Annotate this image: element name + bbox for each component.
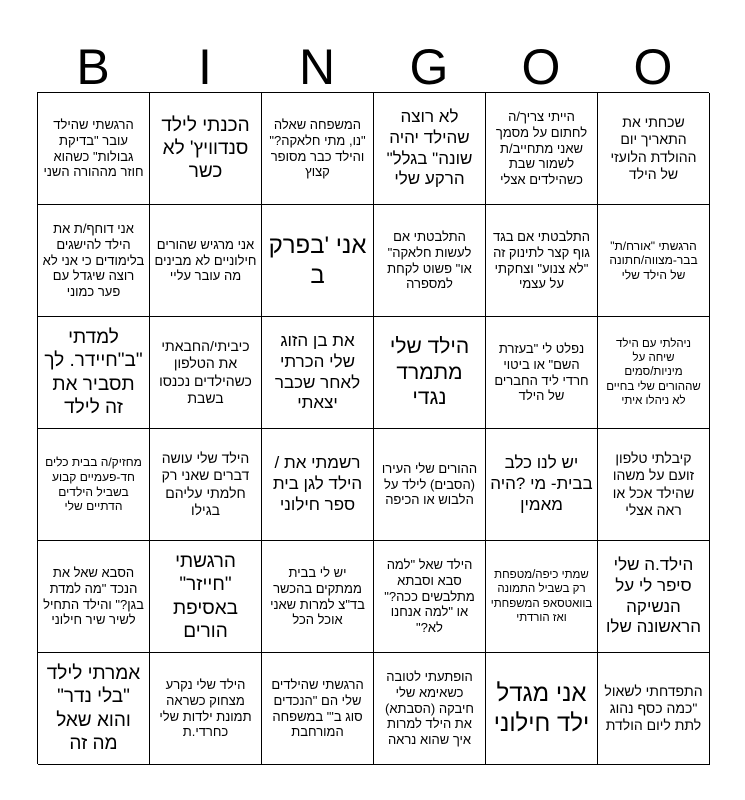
bingo-cell[interactable] — [150, 317, 262, 429]
bingo-cell[interactable] — [38, 653, 150, 765]
cell-text: הילד.ה שלי סיפר לי על הנשיקה הראשונה שלו — [606, 555, 701, 637]
bingo-grid — [37, 92, 709, 764]
bingo-cell[interactable] — [262, 205, 374, 317]
bingo-cell[interactable] — [150, 429, 262, 541]
cell-text: אני מרגיש שהורים חילוניים לא מבינים מה עובר עליי — [154, 236, 257, 284]
cell-text: הופתעתי לטובה כשאימא שלי חיבקה (הסבתא) את הילד למרות איך שהוא נראה — [385, 668, 474, 748]
cell-text: הרגשתי "אורח/ת" בבר-מצווה/חתונה של הילד שלי — [609, 238, 698, 282]
cell-text: רשמתי את / הילד לגן בית ספר חילוני — [272, 453, 363, 514]
bingo-cell[interactable] — [150, 541, 262, 653]
cell-text: כיביתי/החבאתי את הטלפון כשהילדים נכנסו בשבת — [159, 338, 252, 406]
cell-text: ניהלתי עם הילד שיחה על מיניות/סמים שההורים שלי בחיים לא ניהלו איתי — [606, 338, 701, 407]
bingo-cell[interactable] — [598, 653, 710, 765]
cell-text: אני מגדל ילד חילוני — [493, 680, 590, 737]
cell-text: יש לי בבית ממתקים בהכשר בד"צ למרות שאני אוכל הכל — [270, 564, 365, 628]
cell-text: הכנתי לילד סנדוויץ' לא כשר — [161, 114, 250, 183]
cell-text: אני דוחף/ת את הילד להישגים בלימודים כי אני לא רוצה שיגדל עם פער כמוני — [42, 220, 145, 300]
cell-text: למדתי "ב"חיידר. לך תסביר את זה לילד — [44, 327, 143, 418]
bingo-cell[interactable] — [486, 653, 598, 765]
bingo-cell[interactable] — [374, 93, 486, 205]
bingo-cell[interactable] — [374, 205, 486, 317]
bingo-cell[interactable] — [486, 541, 598, 653]
bingo-cell[interactable] — [374, 541, 486, 653]
bingo-cell[interactable] — [486, 205, 598, 317]
bingo-cell[interactable] — [598, 317, 710, 429]
cell-text: הילד שלי עושה דברים שאני רק חלמתי עליהם בגילו — [161, 450, 250, 518]
header-letter-g: G — [409, 39, 449, 95]
cell-text: הילד שאל "למה סבא וסבתא מתלבשים ככה?" או "למה אנחנו לא?" — [384, 556, 475, 636]
cell-text: נפלט לי "בעזרת השם" או ביטוי חרדי ליד החברים של הילד — [494, 340, 589, 404]
bingo-cell[interactable] — [38, 205, 150, 317]
bingo-cell[interactable] — [486, 429, 598, 541]
cell-text: אמרתי לילד "בלי נדר" והוא שאל מה זה — [46, 663, 141, 754]
header-letter-o: O — [521, 39, 561, 95]
header-letter-b: B — [76, 39, 110, 95]
header-letter-o-2: O — [633, 39, 673, 95]
bingo-cell[interactable] — [374, 653, 486, 765]
bingo-cell[interactable] — [486, 317, 598, 429]
bingo-cell[interactable] — [150, 205, 262, 317]
bingo-cell[interactable] — [262, 653, 374, 765]
bingo-cell[interactable] — [38, 541, 150, 653]
cell-text: אני 'בפרק ב — [268, 232, 367, 289]
cell-text: הרגשתי שהילד עובר "בדיקת גבולות" כשהוא חוזר מההורה השני — [43, 116, 144, 180]
cell-text: הרגשתי שהילדים שלי הם "הנכדים סוג ב'" במשפחה המורחבת — [271, 676, 364, 740]
cell-text: התלבטתי אם לעשות חלאקה" או" פשוט לקחת למספרה — [387, 228, 472, 292]
cell-text: הסבא שאל את הנכד "מה למדת בגן?" והילד התחיל לשיר שיר חילוני — [43, 564, 144, 628]
cell-text: את בן הזוג שלי הכרתי לאחר שכבר יצאתי — [274, 331, 361, 413]
bingo-cell[interactable] — [374, 429, 486, 541]
bingo-cell[interactable] — [38, 317, 150, 429]
bingo-cell[interactable] — [598, 541, 710, 653]
bingo-cell[interactable] — [38, 429, 150, 541]
cell-text: התפדחתי לשאול "כמה כסף נהוג לתת ליום הולדת — [604, 682, 703, 734]
header-letter-n: N — [298, 39, 336, 95]
cell-text: לא רוצה שהילד יהיה שונה" בגלל" הרקע שלי — [386, 107, 473, 189]
cell-text: ההורים שלי העירו (הסבים) לילד על הלבוש או הכיפה — [381, 460, 478, 508]
cell-text: התלבטתי אם בגד גוף קצר לתינוק זה "לא צנוע" וצחקתי על עצמי — [493, 228, 590, 292]
cell-text: הרגשתי "חייזר" באסיפת הורים — [172, 551, 239, 642]
bingo-cell[interactable] — [150, 93, 262, 205]
bingo-cell[interactable] — [38, 93, 150, 205]
cell-text: קיבלתי טלפון זועם על משהו שהילד אכל או ראה אצלי — [612, 450, 695, 518]
bingo-cell[interactable] — [486, 93, 598, 205]
bingo-cell[interactable] — [262, 93, 374, 205]
cell-text: שמתי כיפה/מטפחת רק בשביל התמונה בוואטסאפ המשפחתי ואז הורדתי — [490, 569, 593, 624]
bingo-cell[interactable] — [598, 429, 710, 541]
bingo-cell[interactable] — [598, 93, 710, 205]
bingo-header — [37, 38, 709, 96]
cell-text: יש לנו כלב בבית- מי ?היה מאמין — [490, 453, 593, 514]
cell-text: שכחתי את התאריך יום ההולדת הלועזי של הילד — [610, 114, 697, 182]
cell-text: הילד שלי מתמרד נגדי — [389, 335, 470, 410]
bingo-cell[interactable] — [598, 205, 710, 317]
cell-text: מחזיק/ה בבית כלים חד-פעמיים קבוע בשביל הילדים הדתיים שלי — [45, 455, 142, 514]
bingo-cell[interactable] — [262, 317, 374, 429]
cell-text: הילד שלי נקרע מצחוק כשראה תמונת ילדות שלי כחרדי.ת — [159, 676, 252, 740]
cell-text: המשפחה שאלה "נו, מתי חלאקה?" והילד כבר מסופר קצוץ — [269, 116, 366, 180]
cell-text: הייתי צריך/ה לחתום על מסמך שאני מתחייב/ת לשמור שבת כשהילדים אצלי — [495, 108, 588, 188]
bingo-cell[interactable] — [150, 653, 262, 765]
bingo-cell[interactable] — [262, 541, 374, 653]
bingo-cell[interactable] — [374, 317, 486, 429]
header-letter-i: I — [198, 39, 212, 95]
bingo-cell[interactable] — [262, 429, 374, 541]
